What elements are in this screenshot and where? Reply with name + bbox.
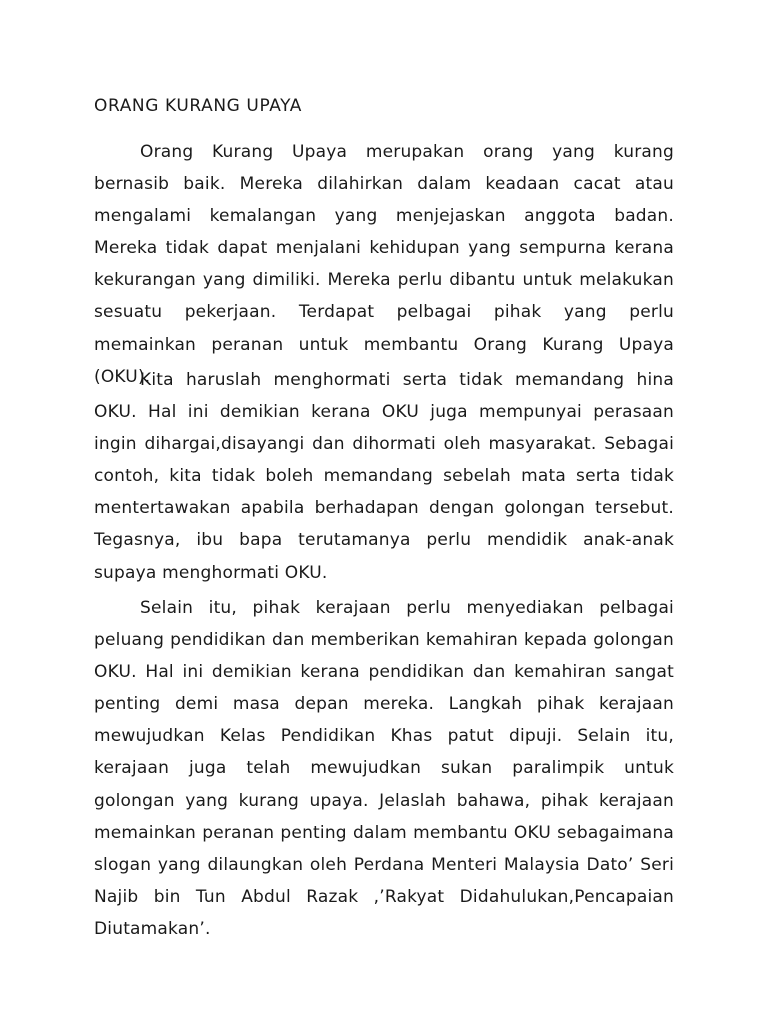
document-title: ORANG KURANG UPAYA	[94, 96, 303, 116]
paragraph-1: Orang Kurang Upaya merupakan orang yang kurang bernasib baik. Mereka dilahirkan dalam keadaan cacat atau mengalami kemalangan yang menjejaskan anggota badan. Mereka tidak dapat menjalani kehidupan yang sempurna kerana kekurangan yang dimiliki. Mereka perlu dibantu untuk melakukan sesuatu pekerjaan. Terdapat pelbagai pihak yang perlu memainkan peranan untuk membantu Orang Kurang Upaya (OKU).	[94, 142, 674, 387]
paragraph-2: Kita haruslah menghormati serta tidak memandang hina OKU. Hal ini demikian kerana OKU juga mempunyai perasaan ingin dihargai,disayangi dan dihormati oleh masyarakat. Sebagai contoh, kita tidak boleh memandang sebelah mata serta tidak mentertawakan apabila berhadapan dengan golongan tersebut. Tegasnya, ibu bapa terutamanya perlu mendidik anak-anak supaya menghormati OKU.	[94, 370, 674, 583]
paragraph-3: Selain itu, pihak kerajaan perlu menyediakan pelbagai peluang pendidikan dan memberikan kemahiran kepada golongan OKU. Hal ini demikian kerana pendidikan dan kemahiran sangat penting demi masa depan mereka. Langkah pihak kerajaan mewujudkan Kelas Pendidikan Khas patut dipuji. Selain itu, kerajaan juga telah mewujudkan sukan paralimpik untuk golongan yang kurang upaya. Jelaslah bahawa, pihak kerajaan memainkan peranan penting dalam membantu OKU sebagaimana slogan yang dilaungkan oleh Perdana Menteri Malaysia Dato’ Seri Najib bin Tun Abdul Razak ,’Rakyat Didahulukan,Pencapaian Diutamakan’.	[94, 598, 674, 939]
